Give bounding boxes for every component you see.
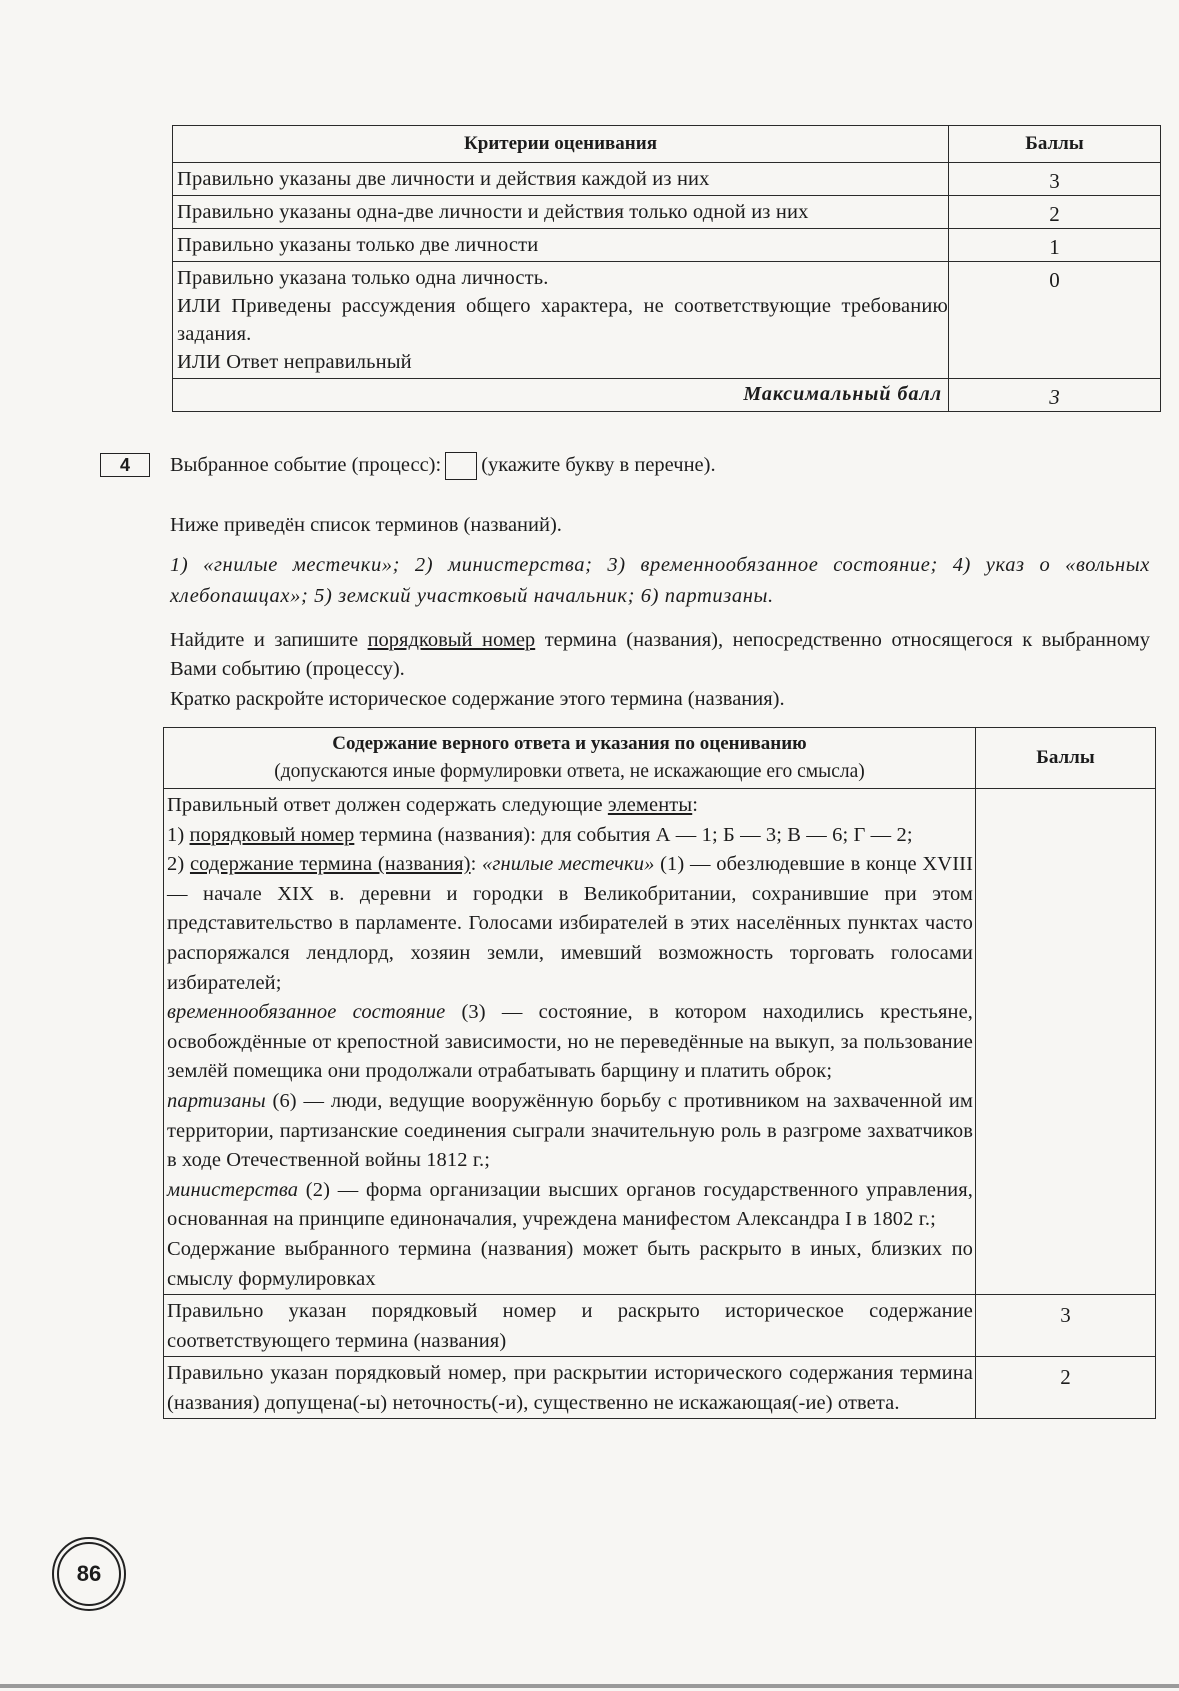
answer-para: Содержание выбранного термина (названия) может быть раскрыто в иных, близких по смыслу формулировках: [167, 1237, 973, 1290]
answer-row: [164, 789, 1156, 1295]
criteria-header: Критерии оценивания: [173, 126, 949, 163]
answer-para: министерства (2) — форма организации высших органов государственного управления, основанная на принципе единоначалия, учреждена манифестом Александра I в 1802 г.;: [167, 1178, 973, 1231]
table-row: [164, 1295, 1156, 1357]
terms-intro: Ниже приведён список терминов (названий).: [170, 514, 562, 536]
criterion-cell: Правильно указаны одна-две личности и действия только одной из них: [173, 196, 949, 229]
answer-para: партизаны (6) — люди, ведущие вооружённую борьбу с противником на захваченной им территории, партизанские соединения сыграли значительную роль в разгроме захватчиков в ходе Отечественной войны 1812 г.;: [167, 1089, 973, 1172]
max-score-label: Максимальный балл: [173, 379, 949, 412]
answer-para: 1) порядковый номер термина (названия): для события А — 1; Б — 3; В — 6; Г — 2;: [167, 823, 913, 846]
answer-header-subtitle: (допускаются иные формулировки ответа, не искажающие его смысла): [274, 761, 865, 782]
criterion-line: Правильно указана только одна личность.: [177, 267, 549, 289]
table-row: [173, 262, 1161, 379]
instruction-underlined: порядковый номер: [367, 629, 536, 651]
criteria-table-2: [163, 727, 1156, 1419]
max-score-value: 3: [949, 379, 1161, 412]
answer-content: [164, 789, 976, 1295]
table-header-row: [164, 728, 1156, 789]
instruction-text: термина (названия), непосредственно относящегося к выбранному Вами событию (процессу).: [170, 629, 1150, 680]
points-cell: 1: [949, 229, 1161, 262]
page-number: 86: [57, 1542, 121, 1606]
answer-para: 2) содержание термина (названия): «гнилые местечки» (1) — обезлюдевшие в конце XVIII — начале XIX в. деревни и городки в Великобритании, сохранившие при этом представительство в парламенте. Голосами избирателей в этих населённых пунктах часто распоряжался лендлорд, хозяин земли, имевший возможность торговать голосами избирателей;: [167, 853, 973, 994]
page-number-badge: [52, 1537, 126, 1611]
points-cell: 3: [949, 163, 1161, 196]
criterion-cell: Правильно указаны две личности и действия каждой из них: [173, 163, 949, 196]
max-row: [173, 379, 1161, 412]
criteria-table-1: [172, 125, 1161, 412]
points-cell-empty: [976, 789, 1156, 1295]
criterion-cell: Правильно указан порядковый номер и раскрыто историческое содержание соответствующего термина (названия): [164, 1295, 976, 1357]
points-cell: 2: [949, 196, 1161, 229]
answer-box[interactable]: [445, 452, 477, 480]
points-cell: 0: [949, 262, 1161, 379]
criterion-line: ИЛИ Приведены рассуждения общего характера, не соответствующие требованию задания.: [177, 295, 948, 345]
event-line: [170, 450, 716, 480]
instruction-text: Найдите и запишите: [170, 629, 368, 651]
table-header-row: [173, 126, 1161, 163]
event-label: Выбранное событие (процесс):: [170, 454, 442, 476]
criterion-cell: Правильно указан порядковый номер, при раскрытии исторического содержания термина (названия) допущена(-ы) неточность(-и), существенно не искажающая(-ие) ответа.: [164, 1357, 976, 1419]
table-row: [173, 196, 1161, 229]
table-row: [173, 229, 1161, 262]
points-cell: 3: [976, 1295, 1156, 1357]
answer-header: [164, 728, 976, 789]
table-row: [164, 1357, 1156, 1419]
criterion-cell: Правильно указаны только две личности: [173, 229, 949, 262]
points-cell: 2: [976, 1357, 1156, 1419]
answer-para: Правильный ответ должен содержать следующие элементы:: [167, 794, 699, 816]
task-number: 4: [100, 453, 150, 477]
task-instruction-2: Кратко раскройте историческое содержание этого термина (названия).: [170, 688, 785, 710]
table-row: [173, 163, 1161, 196]
points-header: Баллы: [949, 126, 1161, 163]
answer-header-title: Содержание верного ответа и указания по оцениванию: [332, 733, 807, 754]
criterion-cell: [173, 262, 949, 379]
answer-para: временнообязанное состояние (3) — состояние, в котором находились крестьяне, освобождённые от крепостной зависимости, но не переведённые на выкуп, за пользование землёй помещика они продолжали отрабатывать барщину и платить оброк;: [167, 1001, 973, 1083]
terms-list: 1) «гнилые местечки»; 2) министерства; 3) временнообязанное состояние; 4) указ о «вольных хлебопашцах»; 5) земский участковый начальник; 6) партизаны.: [170, 554, 1150, 607]
bottom-edge-line: [0, 1684, 1179, 1688]
criterion-line: ИЛИ Ответ неправильный: [177, 351, 412, 373]
event-hint: (укажите букву в перечне).: [481, 454, 716, 476]
points-header: Баллы: [976, 728, 1156, 789]
task-instruction: [170, 626, 1150, 684]
